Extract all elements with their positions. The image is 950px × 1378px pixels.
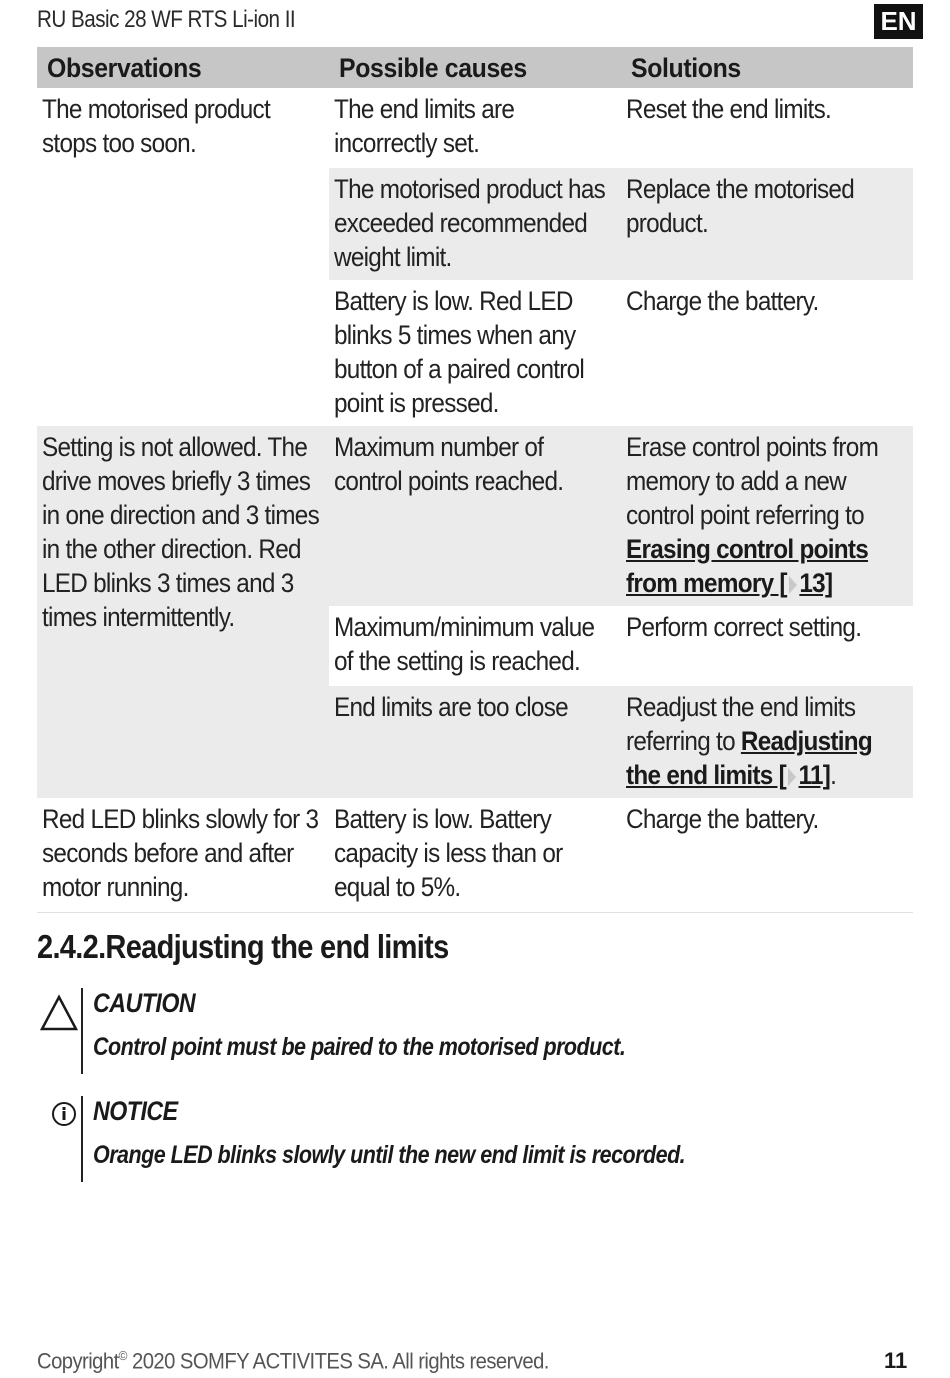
caution-box (81, 988, 712, 1074)
observation-cell: The motorised product stops too soon. (42, 94, 271, 158)
header-possible-causes: Possible causes (329, 47, 621, 88)
table-row (37, 798, 913, 912)
table-row (37, 88, 913, 168)
cause-cell: Maximum number of control points reached. (329, 426, 621, 606)
caution-text: Control point must be paired to the motorised product. (93, 1033, 626, 1061)
solution-cell: Erase control points from memory to add a new control point referring to Erasing control points from memory [ 13] (621, 426, 913, 606)
caution-title: CAUTION (93, 988, 196, 1018)
document-title: RU Basic 28 WF RTS Li-ion II (37, 6, 296, 33)
solution-cell: Charge the battery. (626, 286, 819, 316)
cause-cell: End limits are too close (329, 686, 621, 798)
solution-cell: Reset the end limits. (626, 94, 832, 124)
page-arrow-icon (788, 768, 796, 786)
info-circle-icon (51, 1101, 77, 1127)
observation-cell: Red LED blinks slowly for 3 seconds before and after motor running. (37, 798, 329, 912)
table-row (37, 426, 913, 606)
page-number: 11 (884, 1348, 908, 1373)
solution-cell: Replace the motorised product. (621, 168, 913, 280)
copyright-footer: Copyright© 2020 SOMFY ACTIVITES SA. All rights reserved. (37, 1348, 549, 1374)
solution-cell: Readjust the end limits referring to Readjusting the end limits [ 11]. (621, 686, 913, 798)
cause-cell: Battery is low. Red LED blinks 5 times when any button of a paired control point is pressed. (334, 286, 585, 418)
notice-box (81, 1096, 782, 1182)
cause-cell: The motorised product has exceeded recommended weight limit. (329, 168, 621, 280)
header-solutions: Solutions (621, 47, 913, 88)
table-header-row (37, 47, 913, 88)
page-arrow-icon (789, 576, 797, 594)
cause-cell: Battery is low. Battery capacity is less than or equal to 5%. (329, 798, 621, 912)
solution-cell: Charge the battery. (621, 798, 913, 912)
cause-cell: Maximum/minimum value of the setting is reached. (334, 612, 595, 676)
header-observations: Observations (37, 47, 329, 88)
section-heading: 2.4.2.Readjusting the end limits (37, 928, 449, 965)
language-badge: EN (874, 4, 923, 39)
notice-title: NOTICE (93, 1096, 178, 1126)
solution-cell: Perform correct setting. (626, 612, 862, 642)
troubleshooting-table (37, 47, 913, 913)
notice-text: Orange LED blinks slowly until the new end limit is recorded. (93, 1141, 686, 1169)
warning-triangle-icon (39, 994, 79, 1032)
cause-cell: The end limits are incorrectly set. (334, 94, 515, 158)
link-readjusting-end-limits[interactable]: Readjusting the end limits [ 11] (626, 726, 873, 790)
link-erasing-control-points[interactable]: Erasing control points from memory [ 13] (626, 534, 869, 598)
observation-cell: Setting is not allowed. The drive moves briefly 3 times in one direction and 3 times in the other direction. Red LED blinks 3 times and 3 times intermittently. (37, 426, 329, 798)
